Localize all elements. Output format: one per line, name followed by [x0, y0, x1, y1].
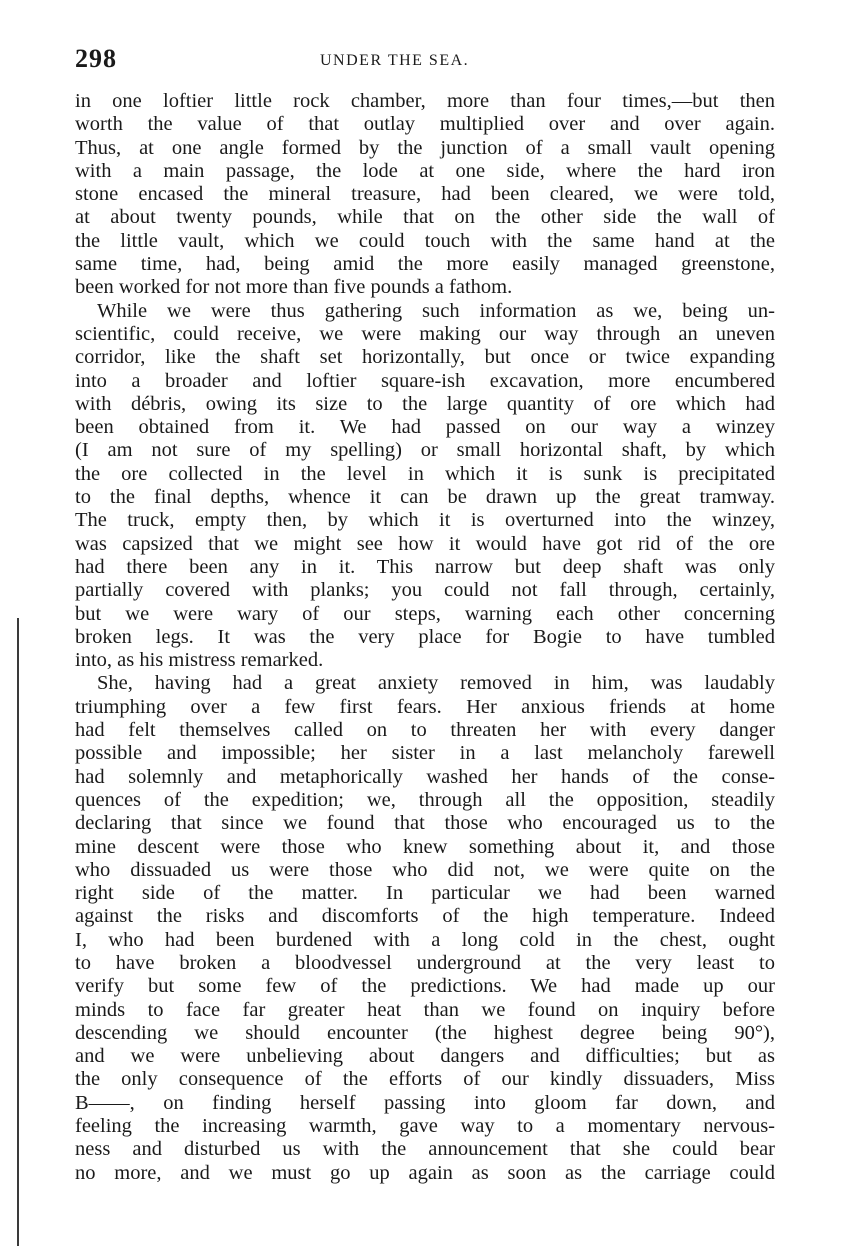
text-line: against the risks and discomforts of the high temperature. Indeed [75, 905, 775, 928]
text-line: corridor, like the shaft set horizontally, but once or twice expanding [75, 346, 775, 369]
text-line: She, having had a great anxiety removed in him, was laudably [97, 672, 775, 695]
text-line: had there been any in it. This narrow but deep shaft was only [75, 555, 775, 578]
text-line: the ore collected in the level in which it is sunk is precipitated [75, 462, 775, 485]
text-line: verify but some few of the predictions. We had made up our [75, 975, 775, 998]
text-line: had solemnly and metaphorically washed her hands of the conse- [75, 765, 775, 788]
text-line: B——, on finding herself passing into gloom far down, and [75, 1091, 775, 1114]
text-line: feeling the increasing warmth, gave way to a momentary nervous- [75, 1115, 775, 1138]
text-line: stone encased the mineral treasure, had been cleared, we were told, [75, 183, 775, 206]
text-line: broken legs. It was the very place for Bogie to have tumbled [75, 625, 775, 648]
text-line: and we were unbelieving about dangers and difficulties; but as [75, 1045, 775, 1068]
text-line: descending we should encounter (the highest degree being 90°), [75, 1021, 775, 1044]
text-line: (I am not sure of my spelling) or small horizontal shaft, by which [75, 439, 775, 462]
text-line: the little vault, which we could touch with the same hand at the [75, 229, 775, 252]
text-line: right side of the matter. In particular we had been warned [75, 882, 775, 905]
text-line: worth the value of that outlay multiplied over and over again. [75, 113, 775, 136]
text-line: had felt themselves called on to threaten her with every danger [75, 719, 775, 742]
text-line: in one loftier little rock chamber, more than four times,—but then [75, 90, 775, 112]
text-line: been obtained from it. We had passed on our way a winzey [75, 416, 775, 439]
page-number: 298 [75, 44, 117, 73]
text-line: quences of the expedition; we, through all the opposition, steadily [75, 788, 775, 811]
text-line: declaring that since we found that those who encouraged us to the [75, 812, 775, 835]
text-line: but we were wary of our steps, warning each other concerning [75, 602, 775, 625]
text-line: with débris, owing its size to the large quantity of ore which had [75, 392, 775, 415]
running-title: UNDER THE SEA. [320, 52, 470, 69]
text-line: into a broader and loftier square-ish excavation, more encumbered [75, 369, 775, 392]
text-line: triumphing over a few first fears. Her anxious friends at home [75, 695, 775, 718]
text-line: While we were thus gathering such information as we, being un- [97, 299, 775, 322]
text-line: scientific, could receive, we were making our way through an uneven [75, 322, 775, 345]
page-header [75, 44, 775, 74]
text-line: Thus, at one angle formed by the junction of a small vault opening [75, 136, 775, 159]
text-line: with a main passage, the lode at one side, where the hard iron [75, 159, 775, 182]
text-line: was capsized that we might see how it would have got rid of the ore [75, 532, 775, 555]
text-line: mine descent were those who knew something about it, and those [75, 835, 775, 858]
text-line: The truck, empty then, by which it is overturned into the winzey, [75, 509, 775, 532]
text-line: no more, and we must go up again as soon as the carriage could [75, 1161, 775, 1184]
text-line: I, who had been burdened with a long cold in the chest, ought [75, 928, 775, 951]
text-line: same time, had, being amid the more easily managed greenstone, [75, 253, 775, 276]
text-line: who dissuaded us were those who did not, we were quite on the [75, 858, 775, 881]
text-line: at about twenty pounds, while that on the other side the wall of [75, 206, 775, 229]
text-line: minds to face far greater heat than we found on inquiry before [75, 998, 775, 1021]
text-line: been worked for not more than five pounds a fathom. [75, 276, 513, 299]
text-line: ness and disturbed us with the announcement that she could bear [75, 1138, 775, 1161]
text-line: partially covered with planks; you could not fall through, certainly, [75, 579, 775, 602]
text-line: to the final depths, whence it can be drawn up the great tramway. [75, 486, 775, 509]
body-text [75, 90, 775, 1185]
text-line: to have broken a bloodvessel underground at the very least to [75, 951, 775, 974]
text-line: the only consequence of the efforts of our kindly dissuaders, Miss [75, 1068, 775, 1091]
text-line: into, as his mistress remarked. [75, 649, 324, 672]
gutter-rule [17, 618, 19, 1246]
text-line: possible and impossible; her sister in a last melancholy farewell [75, 742, 775, 765]
